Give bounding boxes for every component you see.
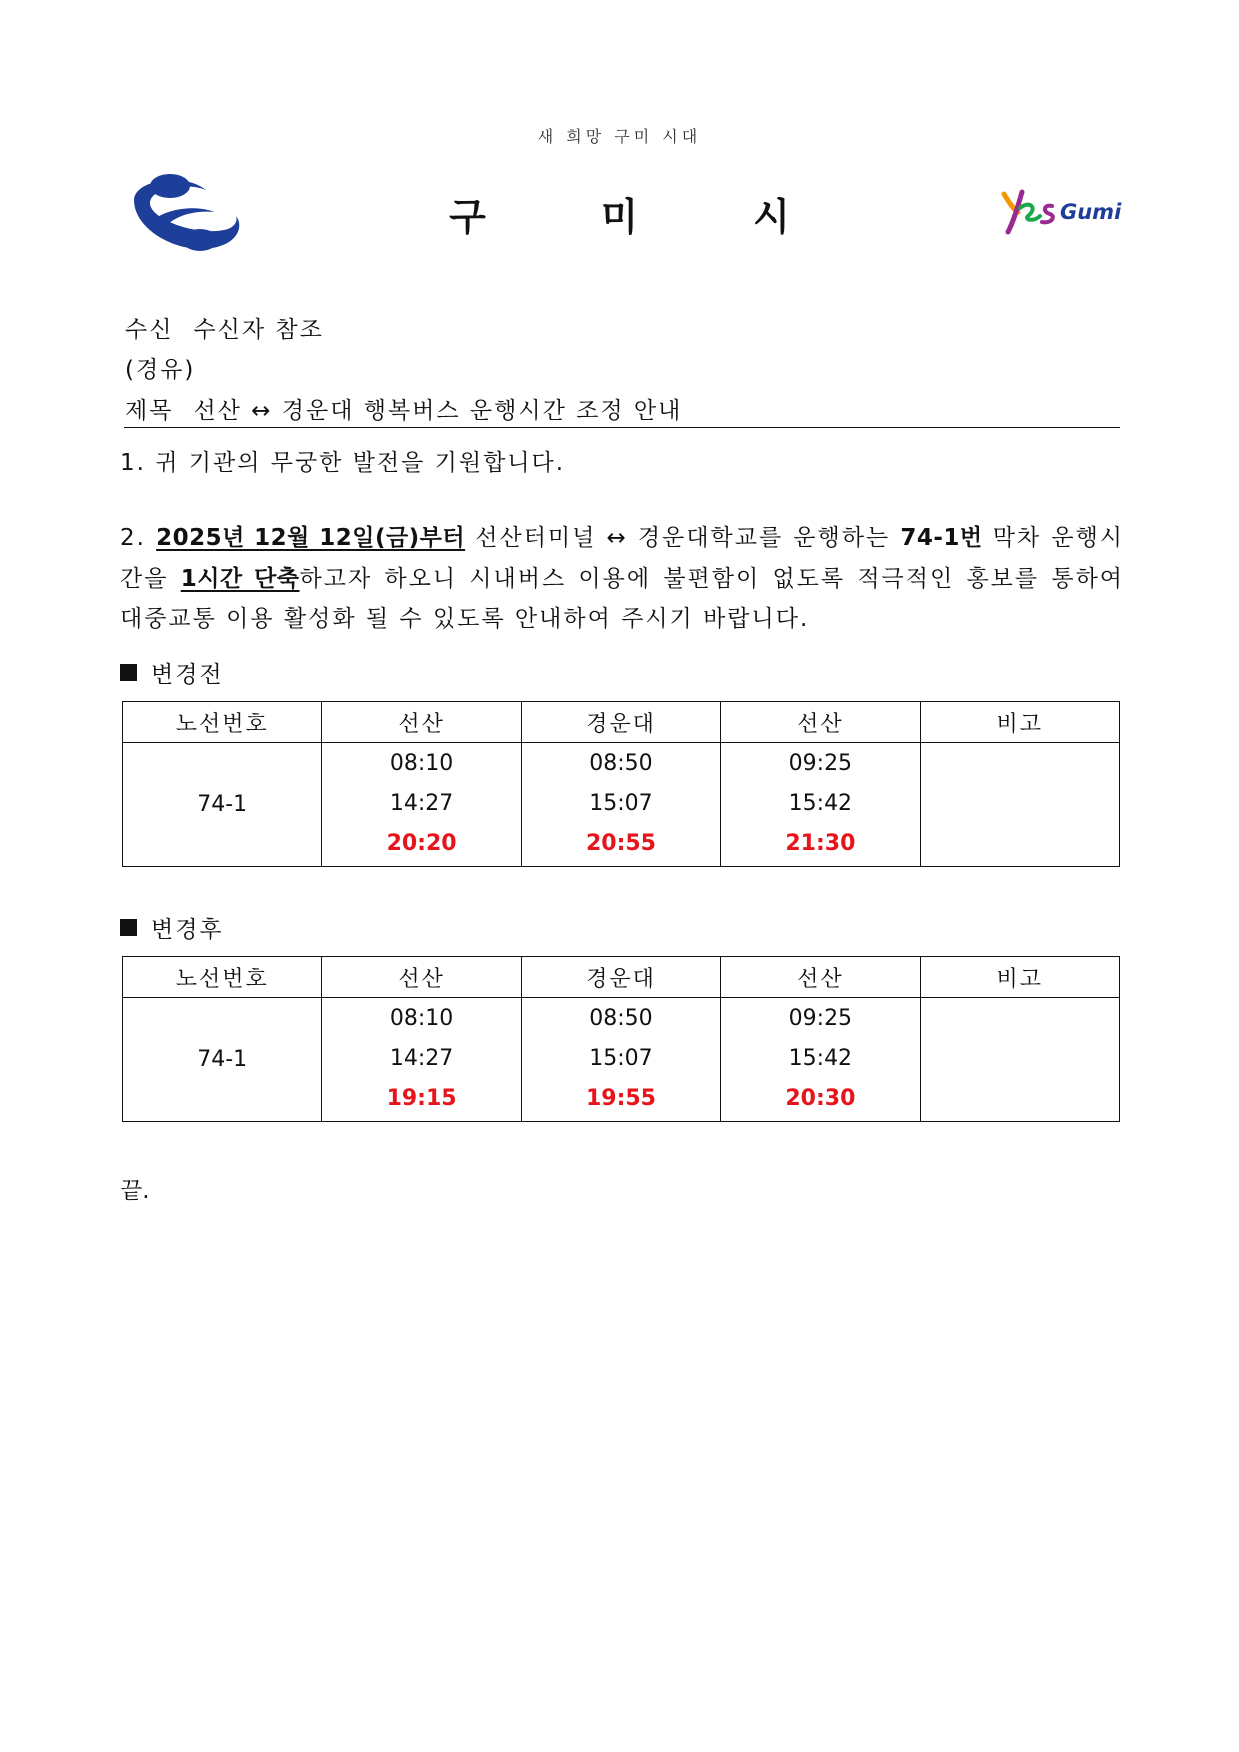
effective-date: 2025년 12월 12일(금)부터 bbox=[156, 525, 466, 551]
last-departure-time: 20:55 bbox=[585, 831, 656, 856]
section-before bbox=[120, 656, 224, 689]
org-char: 미 bbox=[601, 195, 638, 239]
last-departure-time: 19:55 bbox=[585, 1086, 656, 1111]
header-cell: 노선번호 bbox=[123, 702, 322, 743]
header-cell: 선산 bbox=[721, 957, 920, 998]
square-bullet-icon bbox=[120, 664, 137, 681]
table-header-row bbox=[123, 957, 1120, 998]
paragraph-2 bbox=[120, 518, 1124, 640]
route-cell: 74-1 bbox=[123, 743, 322, 867]
departure-time: 08:50 bbox=[589, 1006, 653, 1031]
time-cell bbox=[322, 998, 521, 1122]
route-cell: 74-1 bbox=[123, 998, 322, 1122]
timetable-before bbox=[122, 701, 1120, 867]
paragraph-2-text-c: 하고자 하오니 시내버스 이용에 불편함이 없도록 적극적인 홍보를 통하여 대중교통 이용 활성화 될 수 있도록 안내하여 주시기 바랍니다. bbox=[120, 565, 1125, 632]
paragraph-2-number: 2. bbox=[120, 525, 157, 551]
note-cell bbox=[920, 998, 1119, 1122]
departure-time: 14:27 bbox=[389, 791, 454, 816]
table-row bbox=[123, 743, 1120, 867]
paragraph-2-text-b: 막차 운행시간을 bbox=[120, 525, 1125, 592]
last-departure-time: 21:30 bbox=[785, 831, 856, 856]
last-departure-time: 19:15 bbox=[386, 1086, 457, 1111]
time-cell bbox=[721, 743, 920, 867]
subject-line bbox=[125, 392, 682, 425]
paragraph-2-text-a: 선산터미널 ↔ 경운대학교를 운행하는 bbox=[465, 525, 901, 551]
recipient-line bbox=[125, 311, 324, 344]
header-cell: 노선번호 bbox=[123, 957, 322, 998]
note-cell bbox=[920, 743, 1119, 867]
document-end: 끝. bbox=[120, 1178, 150, 1204]
departure-time: 08:50 bbox=[589, 751, 653, 776]
time-cell bbox=[322, 743, 521, 867]
via-line: (경유) bbox=[125, 357, 196, 383]
departure-time: 08:10 bbox=[389, 1006, 454, 1031]
departure-time: 14:27 bbox=[389, 1046, 454, 1071]
section-before-title: 변경전 bbox=[151, 662, 224, 688]
org-char: 시 bbox=[753, 195, 790, 239]
departure-time: 15:07 bbox=[589, 791, 653, 816]
table-header-row bbox=[123, 702, 1120, 743]
route-number: 74-1번 bbox=[900, 525, 983, 551]
section-after bbox=[120, 911, 224, 944]
subject-value: 선산 ↔ 경운대 행복버스 운행시간 조정 안내 bbox=[193, 398, 683, 424]
header-cell: 비고 bbox=[920, 957, 1119, 998]
last-departure-time: 20:30 bbox=[785, 1086, 856, 1111]
last-departure-time: 20:20 bbox=[386, 831, 457, 856]
section-after-title: 변경후 bbox=[151, 917, 224, 943]
header-cell: 선산 bbox=[721, 702, 920, 743]
header-divider bbox=[124, 427, 1120, 428]
header-cell: 비고 bbox=[920, 702, 1119, 743]
departure-time: 09:25 bbox=[788, 751, 853, 776]
departure-time: 15:42 bbox=[788, 1046, 853, 1071]
recipient-value: 수신자 참조 bbox=[193, 317, 324, 343]
recipient-label: 수신 bbox=[125, 317, 174, 343]
paragraph-1: 1. 귀 기관의 무궁한 발전을 기원합니다. bbox=[120, 450, 566, 476]
departure-time: 15:42 bbox=[788, 791, 853, 816]
departure-time: 15:07 bbox=[589, 1046, 653, 1071]
org-char: 구 bbox=[449, 195, 486, 239]
slogan: 새 희망 구미 시대 bbox=[537, 127, 702, 146]
departure-time: 09:25 bbox=[788, 1006, 853, 1031]
departure-time: 08:10 bbox=[389, 751, 454, 776]
square-bullet-icon bbox=[120, 919, 137, 936]
header-cell: 선산 bbox=[322, 702, 521, 743]
time-cell bbox=[521, 998, 720, 1122]
yes-gumi-logo bbox=[1000, 186, 1122, 240]
time-cell bbox=[521, 743, 720, 867]
table-row bbox=[123, 998, 1120, 1122]
time-reduction: 1시간 단축 bbox=[180, 565, 300, 592]
header-cell: 경운대 bbox=[521, 957, 720, 998]
time-cell bbox=[721, 998, 920, 1122]
header-cell: 선산 bbox=[322, 957, 521, 998]
subject-label: 제목 bbox=[125, 398, 174, 424]
header-cell: 경운대 bbox=[521, 702, 720, 743]
logo-text: Gumi bbox=[1060, 200, 1122, 224]
timetable-after bbox=[122, 956, 1120, 1122]
